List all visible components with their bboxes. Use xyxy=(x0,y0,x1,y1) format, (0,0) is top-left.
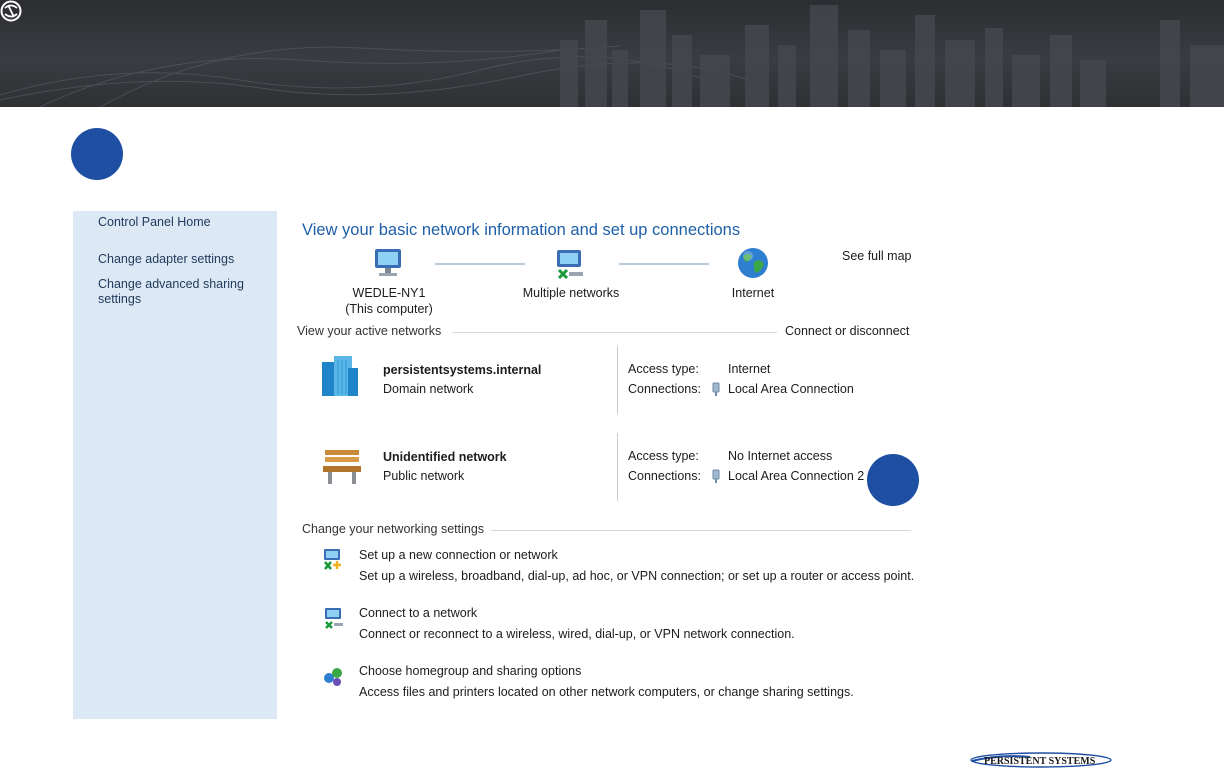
map-connector-1 xyxy=(435,263,525,265)
footer-logo-text: PERSISTENT SYSTEMS xyxy=(984,756,1096,767)
new-connection-icon xyxy=(321,547,345,571)
network-1-access-label: Access type: xyxy=(628,362,699,376)
network-2-adapter-icon xyxy=(711,469,721,484)
active-networks-divider xyxy=(452,332,777,333)
network-2-type: Public network xyxy=(383,469,465,483)
sidebar-item-change-advanced-sharing[interactable]: Change advanced sharing xyxy=(98,277,244,291)
network-1-type: Domain network xyxy=(383,382,474,396)
computer-icon xyxy=(372,247,406,279)
setup-connection-link[interactable]: Set up a new connection or network xyxy=(359,548,558,562)
connect-network-desc: Connect or reconnect to a wireless, wired, dial-up, or VPN network connection. xyxy=(359,627,795,641)
active-networks-heading: View your active networks xyxy=(297,324,442,338)
setup-connection-desc: Set up a wireless, broadband, dial-up, ad hoc, or VPN connection; or set up a router or access point. xyxy=(359,569,915,583)
settings-divider xyxy=(491,530,911,531)
sidebar-item-change-adapter-settings[interactable]: Change adapter settings xyxy=(98,252,235,266)
network-1-adapter-icon xyxy=(711,382,721,397)
network-1-separator xyxy=(617,346,618,414)
network-2-access-label: Access type: xyxy=(628,449,699,463)
homegroup-icon xyxy=(321,664,345,688)
network-2-connections-label: Connections: xyxy=(628,469,701,483)
homegroup-link[interactable]: Choose homegroup and sharing options xyxy=(359,664,582,678)
network-2-connection-link[interactable]: Local Area Connection 2 xyxy=(728,469,865,483)
network-2-access-value: No Internet access xyxy=(728,449,833,463)
network-1-name: persistentsystems.internal xyxy=(383,363,542,377)
see-full-map-link[interactable]: See full map xyxy=(842,249,912,263)
map-connector-2 xyxy=(619,263,709,265)
network-1-access-value: Internet xyxy=(728,362,771,376)
computer-sub: (This computer) xyxy=(345,302,433,316)
homegroup-desc: Access files and printers located on other network computers, or change sharing settings. xyxy=(359,685,854,699)
page-title: View your basic network information and set up connections xyxy=(302,221,741,239)
network-1-connections-label: Connections: xyxy=(628,382,701,396)
step-marker-2 xyxy=(867,454,919,506)
connect-network-link[interactable]: Connect to a network xyxy=(359,606,478,620)
network-2-separator xyxy=(617,433,618,501)
multiple-networks-icon xyxy=(553,248,587,280)
sidebar-item-change-advanced-sharing-cont[interactable]: settings xyxy=(98,292,142,306)
public-network-bench-icon xyxy=(321,446,363,486)
brand-logo-icon xyxy=(0,0,22,22)
network-2-name: Unidentified network xyxy=(383,450,507,464)
header-banner xyxy=(0,0,1224,107)
connect-network-icon xyxy=(321,606,345,630)
persistent-systems-logo xyxy=(970,752,1112,768)
internet-globe-icon xyxy=(736,246,770,280)
connect-or-disconnect-link[interactable]: Connect or disconnect xyxy=(785,324,910,338)
network-1-connection-link[interactable]: Local Area Connection xyxy=(728,382,854,396)
city-skyline-graphic xyxy=(0,0,1224,107)
sidebar xyxy=(73,211,277,719)
internet-label: Internet xyxy=(731,286,775,300)
step-marker-1 xyxy=(71,128,123,180)
multiple-networks-label: Multiple networks xyxy=(522,286,620,300)
main-panel xyxy=(277,211,927,719)
domain-network-icon xyxy=(320,354,360,398)
computer-name: WEDLE-NY1 xyxy=(352,286,426,300)
sidebar-item-control-panel-home[interactable]: Control Panel Home xyxy=(98,215,211,229)
settings-heading: Change your networking settings xyxy=(302,522,485,536)
